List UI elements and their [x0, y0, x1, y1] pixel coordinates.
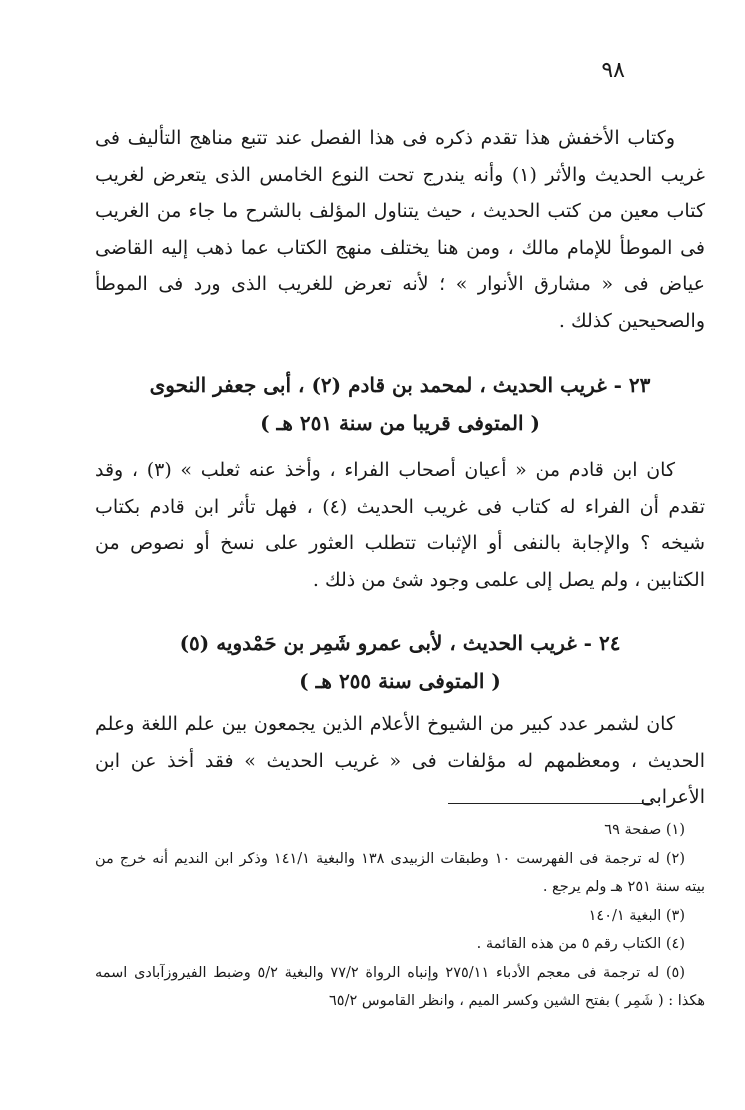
paragraph-1: [95, 120, 705, 339]
entry-heading-23-date: ( المتوفى قريبا من سنة ٢٥١ هـ ): [260, 411, 540, 435]
footnote-separator: [448, 803, 650, 804]
paragraph-2-text: كان ابن قادم من « أعيان أصحاب الفراء ، وأخذ عنه ثعلب » (٣) ، وقد تقدم أن الفراء له كتاب فى غريب الحديث (٤) ، فهل تأثر ابن قادم بكتاب شيخه ؟ والإجابة بالنفى أو الإثبات تتطلب العثور على نسخ أو نصوص من الكتابين ، ولم يصل إلى علمى وجود شئ من ذلك .: [95, 459, 705, 591]
paragraph-2: [95, 452, 705, 598]
footnote-3: (٣) البغية ١٤٠/١: [588, 907, 685, 924]
footnote-2: (٢) له ترجمة فى الفهرست ١٠ وطبقات الزبيدى ١٣٨ والبغية ١٤١/١ وذكر ابن النديم أنه خرج من بيته سنة ٢٥١ هـ ولم يرجع .: [95, 850, 705, 895]
entry-heading-23-title: ٢٣ - غريب الحديث ، لمحمد بن قادم (٢) ، أبى جعفر النحوى: [149, 373, 651, 397]
entry-heading-24-date: ( المتوفى سنة ٢٥٥ هـ ): [299, 669, 501, 693]
page-number: ٩٨: [601, 58, 625, 83]
entry-heading-24-title: ٢٤ - غريب الحديث ، لأبى عمرو شَمِر بن حَمْدويه (٥): [179, 631, 621, 655]
entry-heading-23: [95, 366, 705, 442]
paragraph-1-text: وكتاب الأخفش هذا تقدم ذكره فى هذا الفصل عند تتبع مناهج التأليف فى غريب الحديث والأثر (١) وأنه يندرج تحت النوع الخامس الذى يتعرض لغريب كتاب معين من كتب الحديث ، حيث يتناول المؤلف بالشرح ما جاء من الغريب فى الموطأ للإمام مالك ، ومن هنا يختلف منهج الكتاب عما ذهب إليه القاضى عياض فى « مشارق الأنوار » ؛ لأنه تعرض للغريب الذى ورد فى الموطأ والصحيحين كذلك .: [95, 127, 705, 332]
footnote-1: (١) صفحة ٦٩: [604, 822, 685, 838]
footnotes: [95, 816, 705, 1016]
footnote-4: (٤) الكتاب رقم ٥ من هذه القائمة .: [476, 936, 685, 952]
footnote-5: (٥) له ترجمة فى معجم الأدباء ٢٧٥/١١ وإنباه الرواة ٧٧/٢ والبغية ٥/٢ وضبط الفيروزآبادى اسمه هكذا : ( شَمِر ) بفتح الشين وكسر الميم ، وانظر القاموس ٦٥/٢: [95, 964, 705, 1009]
paragraph-3: [95, 706, 705, 816]
entry-heading-24: [95, 624, 705, 700]
paragraph-3-text: كان لشمر عدد كبير من الشيوخ الأعلام الذين يجمعون بين علم اللغة وعلم الحديث ، ومعظمهم له مؤلفات فى « غريب الحديث » فقد أخذ عن ابن الأعرابى: [95, 713, 705, 808]
